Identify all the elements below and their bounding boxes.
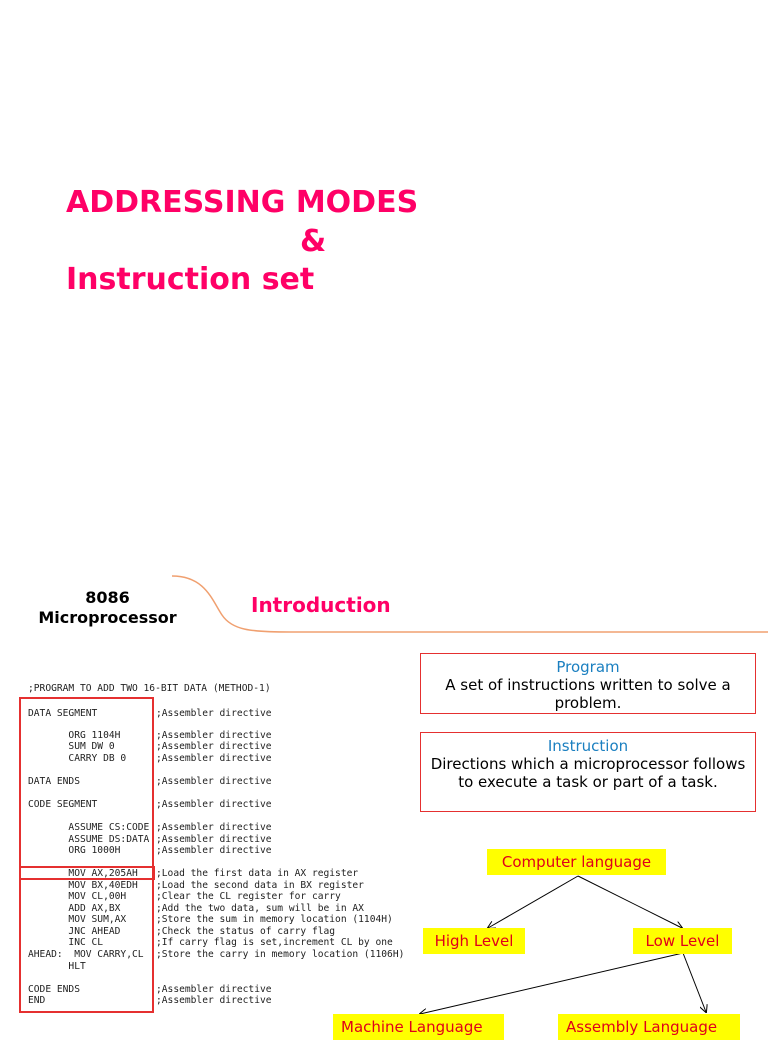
instruction-text: Directions which a microprocessor follows to execute a task or part of a task. <box>430 755 746 791</box>
code-comment: ;Assembler directive <box>156 822 272 833</box>
code-line: CODE ENDS <box>28 984 80 995</box>
title-ampersand: & <box>300 224 327 259</box>
tree-node-high-level: High Level <box>423 928 525 954</box>
program-text: A set of instructions written to solve a problem. <box>445 676 731 712</box>
code-comment: ;Assembler directive <box>156 730 272 741</box>
code-comment: ;Check the status of carry flag <box>156 926 336 937</box>
program-heading: Program <box>556 658 620 676</box>
code-comment: ;Assembler directive <box>156 799 272 810</box>
tree-node-low-level: Low Level <box>633 928 732 954</box>
tree-root-computer-language: Computer language <box>487 849 666 875</box>
code-line: HLT <box>28 961 86 972</box>
title-addressing-modes: ADDRESSING MODES <box>66 185 419 220</box>
tree-node-machine-language: Machine Language <box>333 1014 504 1040</box>
header-8086: 8086 <box>85 588 130 607</box>
code-line: AHEAD: MOV CARRY,CL <box>28 949 144 960</box>
section-heading-introduction: Introduction <box>251 593 391 617</box>
code-line: MOV SUM,AX <box>28 914 127 925</box>
code-comment: ;Store the carry in memory location (1106H) <box>156 949 405 960</box>
code-line: CARRY DB 0 <box>28 753 127 764</box>
code-line: ASSUME CS:CODE <box>28 822 150 833</box>
code-line: CODE SEGMENT <box>28 799 98 810</box>
instruction-heading: Instruction <box>547 737 629 755</box>
code-comment: ;Assembler directive <box>156 834 272 845</box>
tree-node-assembly-language: Assembly Language <box>558 1014 740 1040</box>
code-comment: ;Assembler directive <box>156 776 272 787</box>
code-comment: ;Add the two data, sum will be in AX <box>156 903 364 914</box>
code-comment: ;If carry flag is set,increment CL by one <box>156 937 393 948</box>
code-comment: ;Assembler directive <box>156 995 272 1006</box>
code-line: INC CL <box>28 937 104 948</box>
code-line: ORG 1000H <box>28 845 121 856</box>
code-line: ADD AX,BX <box>28 903 121 914</box>
code-comment: ;Clear the CL register for carry <box>156 891 341 902</box>
code-title: ;PROGRAM TO ADD TWO 16-BIT DATA (METHOD-1) <box>28 683 271 694</box>
code-comment: ;Assembler directive <box>156 984 272 995</box>
code-line: SUM DW 0 <box>28 741 115 752</box>
title-instruction-set: Instruction set <box>66 262 315 297</box>
code-comment: ;Assembler directive <box>156 741 272 752</box>
code-line: DATA SEGMENT <box>28 708 98 719</box>
code-line: ORG 1104H <box>28 730 121 741</box>
code-line: JNC AHEAD <box>28 926 121 937</box>
code-comment: ;Store the sum in memory location (1104H) <box>156 914 393 925</box>
code-comment: ;Load the first data in AX register <box>156 868 359 879</box>
code-comment: ;Assembler directive <box>156 845 272 856</box>
code-line: MOV AX,205AH <box>28 868 138 879</box>
header-microprocessor: Microprocessor <box>38 608 177 627</box>
code-line: MOV BX,40EDH <box>28 880 138 891</box>
code-comment: ;Load the second data in BX register <box>156 880 364 891</box>
code-line: END <box>28 995 46 1006</box>
code-line: DATA ENDS <box>28 776 80 787</box>
code-line: ASSUME DS:DATA <box>28 834 150 845</box>
code-comment: ;Assembler directive <box>156 753 272 764</box>
code-comment: ;Assembler directive <box>156 708 272 719</box>
code-line: MOV CL,00H <box>28 891 127 902</box>
